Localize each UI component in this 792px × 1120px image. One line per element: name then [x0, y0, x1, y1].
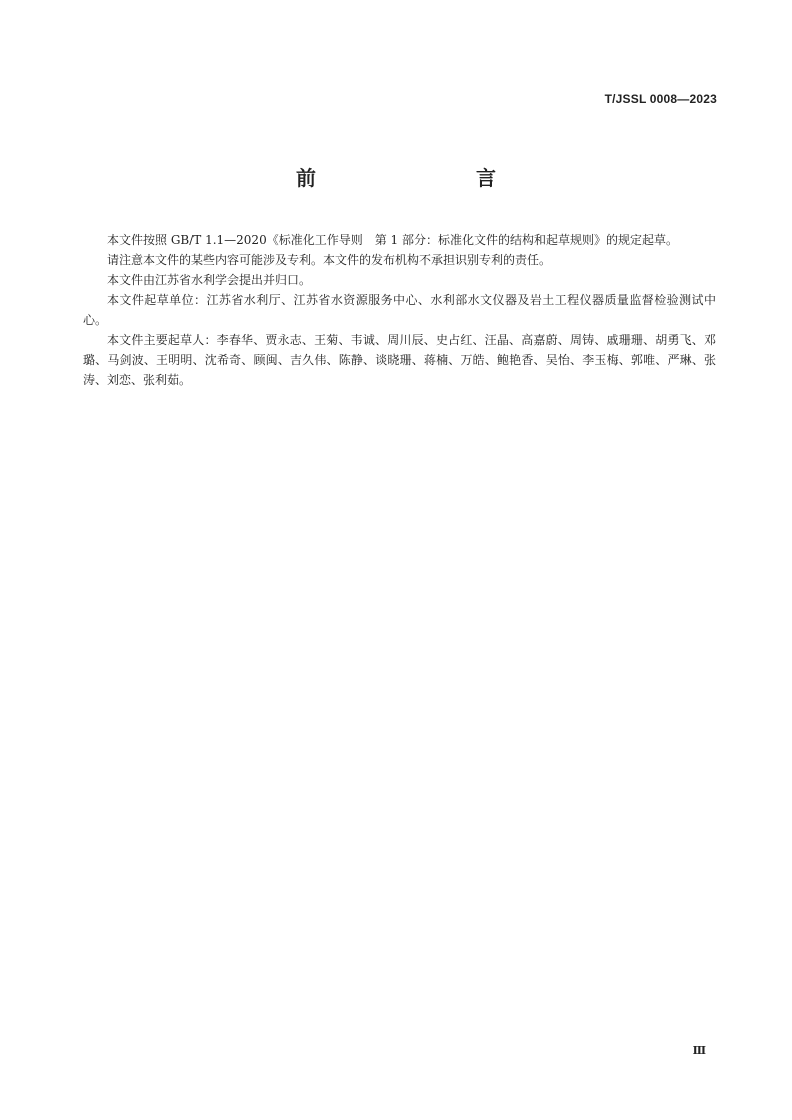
paragraph-drafters: 本文件主要起草人：李春华、贾永志、王菊、韦诚、周川辰、史占红、汪晶、高嘉蔚、周铸、戚珊珊、胡勇飞、邓璐、马剑波、王明明、沈希奇、顾闽、吉久伟、陈静、谈晓珊、蒋楠、万皓、鲍艳香、吴怡、李玉梅、郭唯、严琳、张涛、刘恋、张利茹。: [83, 333, 716, 387]
paragraph-drafting-units: 本文件起草单位：江苏省水利厅、江苏省水资源服务中心、水利部水文仪器及岩土工程仪器质量监督检验测试中心。: [83, 293, 716, 327]
standard-code-header: T/JSSL 0008—2023: [604, 92, 717, 106]
paragraph-proposer: 本文件由江苏省水利学会提出并归口。: [107, 273, 312, 287]
page-number: Ⅲ: [692, 1044, 706, 1057]
paragraph-drafting-rules: 本文件按照 GB/T 1.1—2020《标准化工作导则 第 1 部分：标准化文件的结构和起草规则》的规定起草。: [107, 233, 678, 247]
page-title: 前 言: [296, 166, 536, 190]
preface-body: [83, 230, 716, 390]
paragraph-patent-notice: 请注意本文件的某些内容可能涉及专利。本文件的发布机构不承担识别专利的责任。: [107, 253, 552, 267]
